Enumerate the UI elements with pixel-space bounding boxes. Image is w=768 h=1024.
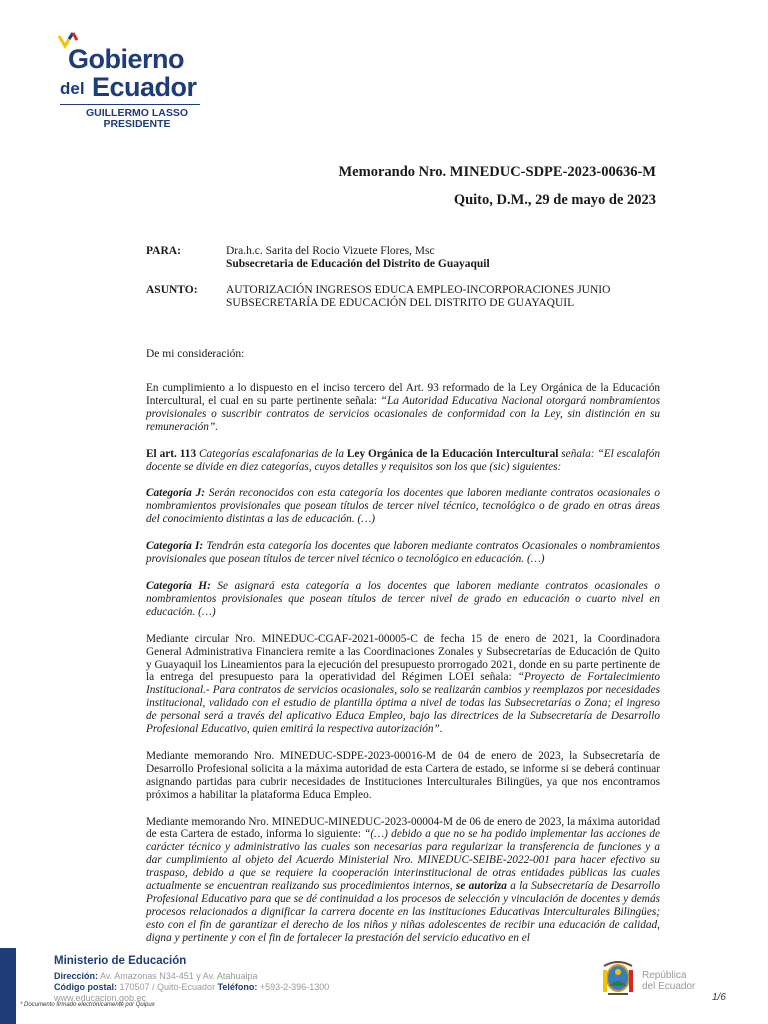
- greeting: De mi consideración:: [146, 348, 245, 360]
- p4-text: Tendrán esta categoría los docentes que laboren mediante contratos Ocasionales o nombramientos provisionales que posean títulos de tercer nivel técnico o tecnológico en educación. (…): [146, 540, 660, 566]
- footer-accent-bar: [0, 948, 16, 1024]
- memo-body: [146, 382, 660, 959]
- republica-line2: del Ecuador: [642, 981, 696, 992]
- gobierno-logo: [56, 30, 206, 130]
- paragraph-4: [146, 540, 660, 566]
- p3-category: Categoría J:: [146, 487, 206, 500]
- paragraph-3: [146, 487, 660, 526]
- p1-quote: “La Autoridad Educativa Nacional otorgará nombramientos provisionales o suscribir contratos de servicios ocasionales de conformidad con la Ley, sin distinción en su remuneración”.: [146, 394, 661, 433]
- logo-president-name: GUILLERMO LASSO: [85, 107, 189, 119]
- p8-quote-a: “(…) debido a que no se ha podido implementar las acciones de carácter técnico y administrativo las cuales son necesarias para regularizar la transferencia de funciones y a dar cumplimiento al objeto del Acuerdo Ministerial Nro. MINEDUC-SEIBE-2022-001 para hacer efectivo su traspaso, debido a que se requiere la cooperación interinstitucional de otras entidades públicas las cuales actualmente se encuentran realizando sus procedimientos internos,: [146, 828, 660, 893]
- asunto-label: ASUNTO:: [146, 284, 198, 296]
- paragraph-8: [146, 816, 660, 945]
- para-name: Dra.h.c. Sarita del Rocio Vizuete Flores, Msc: [226, 245, 435, 257]
- footer-ministry: Ministerio de Educación: [54, 955, 187, 967]
- republica-line1: República: [642, 970, 687, 981]
- coat-of-arms-icon: [598, 956, 638, 1000]
- paragraph-2: [146, 448, 660, 474]
- logo-president: [76, 108, 198, 130]
- footer-footnote: * Documento firmado electrónicamente por Quipux: [20, 1002, 155, 1008]
- asunto-line2: SUBSECRETARÍA DE EDUCACIÓN DEL DISTRITO DE GUAYAQUIL: [226, 297, 575, 309]
- p5-text: Se asignará esta categoría a los docentes que laboren mediante contratos ocasionales o nombramientos provisionales que posean títulos de tercer nivel de grado en educación o cuarto nivel en educación. (…): [146, 579, 660, 618]
- footer-address: [54, 971, 257, 982]
- p6-text: Mediante circular Nro. MINEDUC-CGAF-2021-00005-C de fecha 15 de enero de 2021, la Coordinadora General Administrativa Financiera remite a las Coordinaciones Zonales y Subsecretarías de Educación de Quito y Guayaquil los Lineamientos para la ejecución del presupuesto prorrogado 2021, donde en su parte pertinente de la entrega del presupuesto para la operatividad del Régimen LOEI señala:: [146, 632, 660, 684]
- page-number: 1/6: [712, 992, 726, 1003]
- memo-date: Quito, D.M., 29 de mayo de 2023: [453, 192, 656, 208]
- p8-text: Mediante memorando Nro. MINEDUC-MINEDUC-2023-00004-M de 06 de enero de 2023, la máxima autoridad de esta Cartera de estado, informa lo siguiente:: [146, 815, 660, 841]
- postal-label: Código postal:: [54, 982, 117, 992]
- p2-title: Categorías escalafonarias de la: [199, 447, 347, 460]
- footer-republica: [642, 970, 695, 992]
- p2-article: El art. 113: [146, 447, 200, 460]
- para-position-text: Subsecretaria de Educación del Distrito de Guayaquil: [226, 258, 490, 270]
- footer-postal-phone: [54, 982, 329, 993]
- footer-website[interactable]: www.educacion.gob.ec: [54, 993, 147, 1003]
- p3-text: Serán reconocidos con esta categoría los docentes que laboren mediante contratos ocasionales o nombramientos provisionales que posean títulos de tercer nivel técnico, tecnológico o de grado en otras áreas del conocimiento distintas a las de educación. (…): [146, 487, 660, 526]
- address-label: Dirección:: [54, 971, 99, 981]
- paragraph-5: [146, 580, 660, 619]
- paragraph-1: [146, 382, 660, 434]
- p6-quote: “Proyecto de Fortalecimiento Institucional.- Para contratos de servicios ocasionales, solo se realizarán cambios y reemplazos por necesidades institucional, validado con el estudio de plantilla óptima a nivel de todas las Subsecretarías o Zona; el ingreso de personal será a través del aplicativo Educa Empleo, bajo las directrices de la Subsecretaría de Desarrollo Profesional Educativo, quien emitirá la respectiva autorización”.: [146, 671, 661, 736]
- logo-text-gobierno: Gobierno: [68, 44, 184, 74]
- p8-quote-b: a la Subsecretaría de Desarrollo Profesional Educativo para que se dé continuidad a los procesos de selección y vinculación de docentes y demás procesos relacionados a dignificar la carrera docente en las instituciones Educativas Interculturales Bilingües; esto con el fin de garantizar el derecho de los niños y niñas adolescentes de recibir una educación de calidad, digna y pertinente y con el fin de fortalecer la prestación del servicio educativo en el: [146, 880, 660, 944]
- asunto-value: [226, 284, 610, 310]
- logo-divider: [60, 104, 200, 105]
- p4-category: Categoría I:: [146, 540, 204, 553]
- phone-label: Teléfono:: [217, 982, 258, 992]
- logo-text-del: del: [60, 79, 85, 98]
- logo-president-title: PRESIDENTE: [103, 118, 171, 130]
- para-position: [226, 258, 490, 271]
- p2-law: Ley Orgánica de la Educación Intercultural: [346, 447, 562, 460]
- asunto-line1: AUTORIZACIÓN INGRESOS EDUCA EMPLEO-INCORPORACIONES JUNIO: [226, 284, 611, 296]
- paragraph-6: [146, 633, 660, 736]
- address-text: Av. Amazonas N34-451 y Av. Atahualpa: [98, 971, 258, 981]
- logo-text-ecuador: Ecuador: [92, 72, 197, 102]
- para-value: [226, 245, 490, 271]
- para-label: PARA:: [146, 245, 181, 257]
- phone-text: +593-2-396-1300: [257, 982, 330, 992]
- p1-text: En cumplimiento a lo dispuesto en el inciso tercero del Art. 93 reformado de la Ley Orgánica de la Educación Intercultural, el cual en su parte pertinente señala:: [146, 382, 660, 407]
- p5-category: Categoría H:: [146, 579, 211, 592]
- p2-quote: señala: “El escalafón docente se divide en diez categorías, cuyos detalles y requisitos son los que (sic) siguientes:: [146, 447, 660, 473]
- p8-authorizes: se autoriza: [455, 880, 507, 893]
- memo-number: Memorando Nro. MINEDUC-SDPE-2023-00636-M: [338, 164, 656, 180]
- postal-text: 170507 / Quito-Ecuador: [117, 982, 218, 992]
- paragraph-7: Mediante memorando Nro. MINEDUC-SDPE-2023-00016-M de 04 de enero de 2023, la Subsecretaría de Desarrollo Profesional solicita a la máxima autoridad de esta Cartera de estado, se informe si se deberá continuar asignando partidas para cubrir necesidades de Instituciones Interculturales Bilingües, ya que nos encontramos próximos a habilitar la plataforma Educa Empleo.: [146, 749, 660, 801]
